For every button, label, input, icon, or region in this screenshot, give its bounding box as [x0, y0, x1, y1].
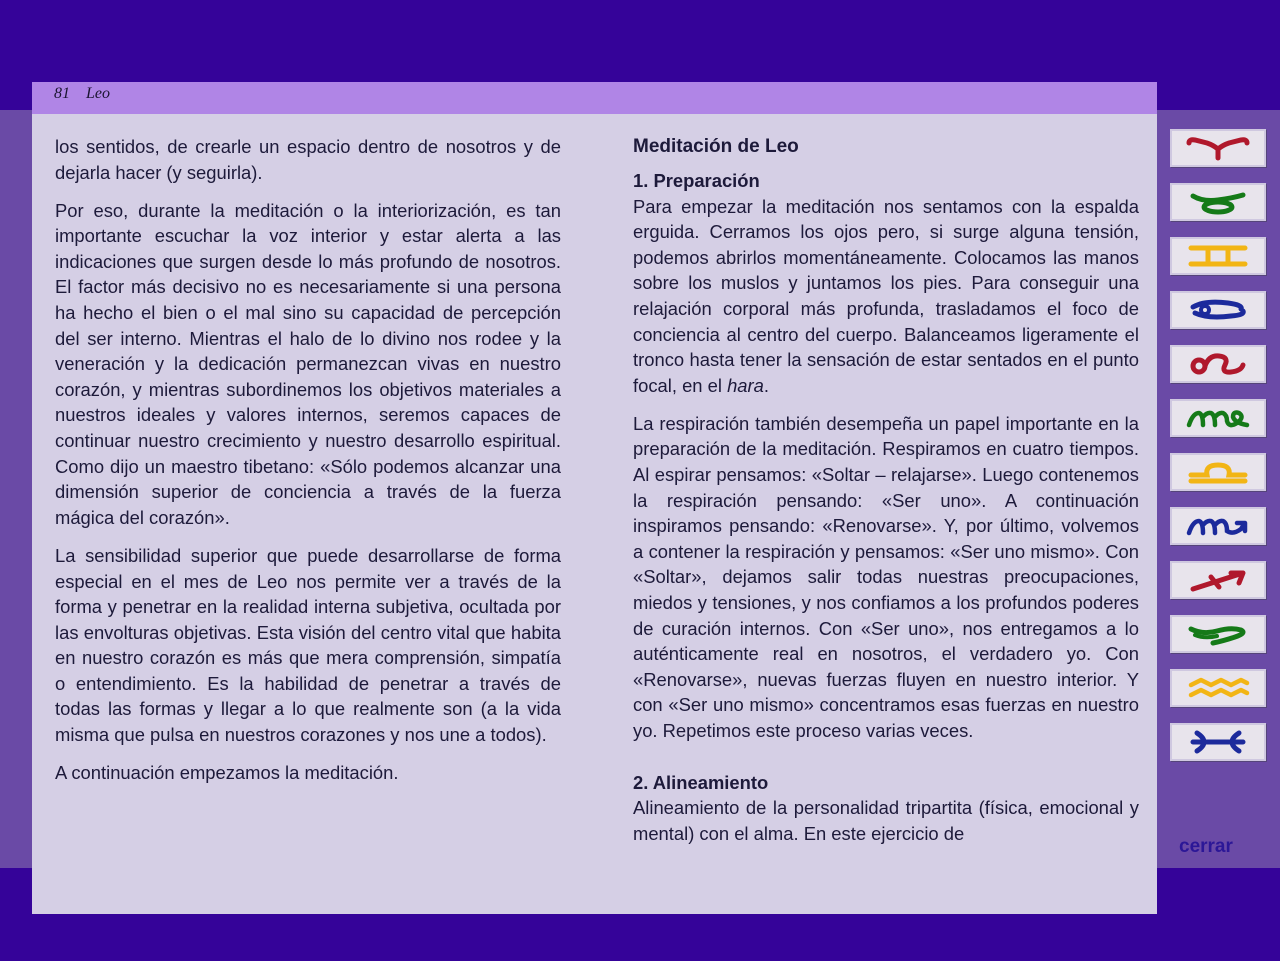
gemini-button[interactable]	[1170, 237, 1266, 275]
paragraph-end: .	[763, 374, 769, 396]
aquarius-button[interactable]	[1170, 669, 1266, 707]
page-title: Leo	[86, 85, 110, 102]
page-number: 81	[54, 85, 70, 102]
meditation-title: Meditación de Leo	[633, 136, 799, 157]
left-column	[55, 134, 561, 798]
virgo-button[interactable]	[1170, 399, 1266, 437]
aquarius-icon	[1183, 675, 1253, 701]
scorpio-icon	[1183, 513, 1253, 539]
taurus-icon	[1183, 189, 1253, 215]
aries-icon	[1183, 135, 1253, 161]
taurus-button[interactable]	[1170, 183, 1266, 221]
sagittarius-icon	[1183, 567, 1253, 593]
capricorn-icon	[1183, 621, 1253, 647]
libra-button[interactable]	[1170, 453, 1266, 491]
right-column	[633, 134, 1139, 859]
libra-icon	[1183, 459, 1253, 485]
paragraph-text: Para empezar la meditación nos sentamos con la espalda erguida. Cerramos los ojos pero, si surge alguna tensión, podemos abrirlos momentáneamente. Colocamos las manos sobre los muslos y juntamos los pies. Para conseguir una relajación corporal más profunda, trasladamos el foco de conciencia al centro del cuerpo. Balanceamos ligeramente el tronco hasta tener la sensación de estar sentados en el punto focal, en el	[633, 195, 1139, 396]
cancer-icon	[1183, 297, 1253, 323]
section-heading-preparacion: 1. Preparación	[633, 170, 760, 191]
virgo-icon	[1183, 405, 1253, 431]
paragraph: Por eso, durante la meditación o la interiorización, es tan importante escuchar la voz interior y estar alerta a las indicaciones que surgen desde lo más profundo de nosotros. El factor más decisivo no es necesariamente si una persona ha hecho el bien o el mal sino su capacidad de percepción del ser interno. Mientras el halo de lo divino nos rodee y la veneración y la dedicación permanezcan vivas en nuestro corazón, y mientras subordinemos los objetivos materiales a nuestros ideales y valores internos, seremos capaces de continuar nuestro crecimiento y nuestro desarrollo espiritual. Como dijo un maestro tibetano: «Sólo podemos alcanzar una dimensión superior de conciencia a través de la fuerza mágica del corazón».	[55, 199, 561, 528]
leo-button[interactable]	[1170, 345, 1266, 383]
pisces-button[interactable]	[1170, 723, 1266, 761]
close-link[interactable]: cerrar	[1179, 836, 1233, 857]
gemini-icon	[1183, 243, 1253, 269]
aries-button[interactable]	[1170, 129, 1266, 167]
paragraph: Alineamiento de la personalidad tripartita (física, emocional y mental) con el alma. En este ejercicio de	[633, 797, 1139, 844]
page-header	[32, 82, 1157, 114]
paragraph: La respiración también desempeña un papel importante en la preparación de la meditación. Respiramos en cuatro tiempos. Al espirar pensamos: «Soltar – relajarse». Luego contenemos la respiración pensando: «Ser uno». A continuación inspiramos pensando: «Renovarse». Y, por último, volvemos a contener la respiración y pensamos: «Ser uno mismo». Con «Soltar», dejamos salir todas nuestras preocupaciones, miedos y tensiones, y nos confiamos a los profundos poderes de curación internos. Con «Ser uno», nos entregamos a lo auténticamente real en nosotros, el verdadero yo. Con «Renovarse», nuevas fuerzas fluyen en nuestro interior. Y con «Ser uno mismo» concentramos esas fuerzas en nuestro yo. Repetimos este proceso varias veces.	[633, 412, 1139, 741]
sagittarius-button[interactable]	[1170, 561, 1266, 599]
pisces-icon	[1183, 729, 1253, 755]
book-page	[32, 82, 1157, 914]
paragraph: La sensibilidad superior que puede desarrollarse de forma especial en el mes de Leo nos permite ver a través de la forma y penetrar en la realidad interna subjetiva, ocultada por las envolturas objetivas. Esta visión del centro vital que habita en nuestro corazón es más que mera comprensión, simpatía o entendimiento. Es la habilidad de penetrar a través de todas las formas y llegar a lo que realmente son (a la vida misma que pulsa en nuestros corazones y nos une a todos).	[55, 544, 561, 746]
paragraph	[633, 194, 1139, 399]
leo-icon	[1183, 351, 1253, 377]
cancer-button[interactable]	[1170, 291, 1266, 329]
paragraph: A continuación empezamos la meditación.	[55, 762, 399, 784]
section-heading-alineamiento: 2. Alineamiento	[633, 771, 769, 793]
scorpio-button[interactable]	[1170, 507, 1266, 545]
hara-term: hara	[727, 374, 764, 396]
paragraph: los sentidos, de crearle un espacio dentro de nosotros y de dejarla hacer (y seguirla).	[55, 136, 561, 183]
capricorn-button[interactable]	[1170, 615, 1266, 653]
